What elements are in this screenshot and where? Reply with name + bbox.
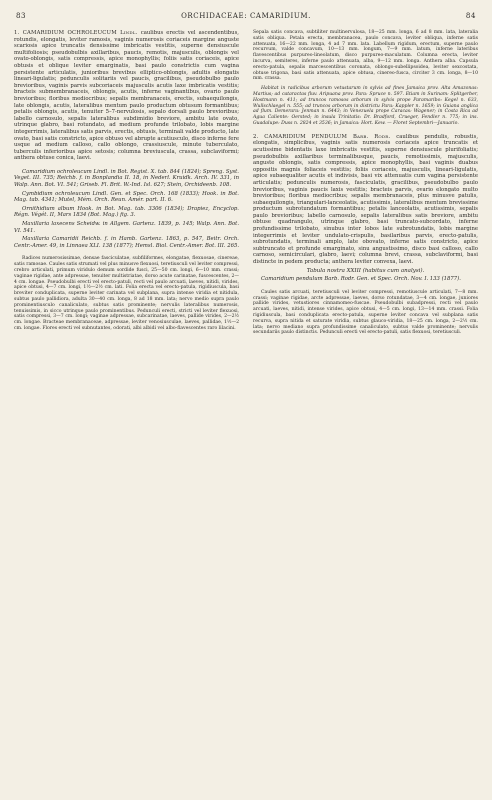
latin-description-continued: Sepala satis concava, subtiliter multinervulosa, 18—25 mm. longa, 6 ad 8 mm. lata, lateralia satis obliqua. Petala erecta, membranacea, paulo concava, leviter obliqua, inferne satis attenuata, 16—22 mm. longa, 4 ad 7 mm. lata. Labellum rigidum, erectum, superne paulo recurvum, valde concavum, 10—13 mm. longum, 7—9 mm. latum, inferne lateribus flavescentibus purpureo-lineolatum, disco purpureo-maculatum. Columna erecta, leviter incurva, semiteres, inferne paulo attenuata, alba, 9—12 mm. longa. Anthera alba. Capsula erecto-patula, sepalis marcescentibus coronata, oblongo-subellipsoidea, leviter sexcostata, obtuse trigona, basi satis attenuata, apice obtusa, cinereo-fusca, circiter 3 cm. longa, 8—10 mm. crassa.	[253, 30, 478, 82]
synonym-1: Camaridium ochroleucum Lindl. in Bot. Regist. X. tab. 844 (1824); Spreng. Syst. Veget. III. 735; Reichb. f. in Bonplandia II. 18, in Nederl. Kruidk. Arch. IV. 331, in Walp. Ann. Bot. VI. 541; Griseb. Fl. Brit. W.-Ind. Isl. 627; Stein, Orchideenb. 108.	[14, 168, 239, 189]
running-header	[16, 12, 476, 24]
habitat-paragraph: Habitat in radicibus arborum vetustarum in sylvis ad fines Jamaica prov. Alta Amazonas: Martius; ad cataractas fluv. Aripuana prov. Para: Spruce n. 597. Etiam in Surinam: Splitgerber, Hostmann n. 411; ad truncos ramosos arborum in sylvis prope Paramaribo: Kegel n. 633, Wullschlaegel n. 555; ad truncos arborum in districtu Para: Kappler n. 1659; in Guiana anglica ad flum. Demerara: Jenman n. 6443; in Venezuela prope Caracas: Wagener; in Costa Rica ad Agua Caliente: Oersted; in insula Trinitatis: Dr. Bradford, Crueger, Fendler n. 775; in ins. Guadalupe: Duss n. 2824 et 3536; in Jamaica: Hort. Kew. — Floret Septembri—Januario.	[253, 86, 478, 126]
species-2-description: caulibus pendulis, robustis, elongatis, simplicibus, vaginis satis numerosis coriaceis apice truncatis et acutissime bidentatis laxe imbricatis vestitis, superne densiuscule plurifoliatis; pseudobulbis axillaribus terminalibusque, paucis, remotissimis, majusculis, anguste oblongis, satis compressis, apice monophyllis, basi vaginis duabus oppositis magnis foliaceis vestitis; foliis coriaceis, majusculis, lineari-ligulatis, apice subaequaliter acutis et indivisis, basi vix attenuatis cum vagina persistente articulatis; pedunculis numerosis, fasciculatis, gracilibus, pseudobulbo paulo brevioribus, vaginis paucis laxis vestitis; bracteis parvis, ovario elongato multo brevioribus; floribus mediocribus; sepalis membranaceis, plus minusve patulis, subaequilongis, triangulari-lanceolatis, acutissimis, lateralibus mentum brevissime productum subrotundatum formantibus; petalis lanceolatis, acutissimis, sepalis paulo brevioribus; labello carnosulo, sepalis lateralibus satis breviore, ambitu obtuse quadrangulo, utrinque glabro, basi truncato-subcordato, inferne profundissime trilobato, sinubus inter lobos late subrotundatis, lobis margine integerrimis et leviter undulato-crispulis, basilaribus parvis, erecto-patulis, subrotundatis, terminali amplo, late obovato, inferne satis constricto, apice subtruncato et profunde emarginato, sinu angustissimo, disco basi calloso, callo carnoso, semicirculari, glabro, laevi; columna brevi, crassa, subclaviformi, basi distincte in pedem producta; anthera leviter convexa, laevi.	[253, 133, 478, 266]
species-1-description: caulibus erectis vel ascendentibus, rotundis, elongatis, leviter ramosis, vaginis numerosis coriaceis margine anguste scariosis apice truncatis densissime imbricatis vestitis, superne densiuscule multifoliosis; pseudobulbis axillaribus, paucis, remotis, majusculis, oblongis vel ovato-oblongis, satis compressis, apice monophyllis; foliis satis coriaceis, apice obtusis et oblique leviter emarginatis, basi paulo constrictis cum vagina persistente articulatis, junioribus brevibus elliptico-oblongis, adultis elongatis lineari-ligulatis; pedunculis solitariis vel paucis, gracilibus, pseudobulbo paulo brevioribus, vaginis parvis subcoriaceis majusculis acutis laxe imbricatis vestitis; bracteis submembranaceis, oblongis, acutis, inferne vaginantibus, ovario paulo brevioribus; floribus mediocribus; sepalis membranaceis, erectis, subaequilongis, late oblongis, acutis, lateralibus mentum paulo productum obtusum formantibus; petalis oblongis, acutis, tenuiter 5–7-nervulosis, sepalo dorsali paulo brevioribus; labello carnosulo, sepalis lateralibus subdimidio breviore, ambitu late ovato, utrinque glabro, basi rotundato, ad medium profunde trilobato, lobis margine integerrimis, lateralibus satis parvis, erectis, obtusis, terminali valde producto, late ovato, basi satis constricto, apice obtuso vel abrupte acutiusculo, disco inferne fere usque ad medium calloso, callo oblongo, crassiuscule, minute tuberculato, tuberculis inferioribus apice setosis; columna breviuscula, crassa, subclaviformi; anthera obtuse conica, laevi.	[14, 30, 239, 162]
synonym-5: Maxillaria Camaridii Reichb. f. in Hamb. Gartenz. 1863, p. 547, Beitr. Orch. Centr.-Amer. 49, in Linnaea XLI. 138 (1877); Hemsl. Biol. Centr.-Amer. Bot. III. 265.	[14, 236, 239, 249]
species-1-entry	[14, 30, 239, 162]
page-number-left: 83	[16, 12, 27, 20]
latin-description-2: Caules satis arcuati, teretiusculi vel leviter compressi, remotiuscule articulati, 7—8 mm. crassi; vaginae rigidae, arcte adpressae, laeves, dorso rotundatae, 3—4 cm. longae, juniores pallide virides, vetustiores cinnamomeo-fuscae. Pseudobulbi subadpressi, recti vel paulo arcuati, laeves, nitidi, intense virides, apice obtusi, 4—5 cm. longi, 13—14 mm. crassi. Folia rigidiuscula, basi conduplicata erecto-patula, superne leviter concava vel subplana satis recurva, supra nitida et saturate viridia, subtus glauco-viridia, 18—25 cm. longa, 2—2½ cm. lata; nervo mediano supra profundissime canaliculato, subtus valde prominente; nervulis secundariis paulo distinctis. Pedunculi erecti vel erecto-patuli, satis flexuosi, teretiusculi.	[253, 289, 478, 336]
latin-description: Radices numerosissimae, densae fasciculatae, subfiliformes, elongatae, flexuosae, cinereae, satis ramosae. Caules satis strumati vel plus minusve flexuosi, teretiusculi vel leviter compressi, crebro articulati, primum viridulo demum sordide fusci, 25—50 cm. longi, 6—10 mm. crassi; vaginae rigidae, ante adpressae, tenuiter multistriatae, dorso acute carinatae, fuscescentes, 2—4 cm. longae. Pseudobulbi erecti vel erecto-patuli, recti vel paulo arcuati, laeves, nitidi, virides, apice obtusi, 4—7 cm. longi, 1½—2½ cm. lati. Folia erecta vel erecto-patula, rigidiuscula, basi breviter conduplicata, superne leviter carinata vel subplana, supra intense viridia et nitidula, subtus paulo pallidiora, adulta 30—40 cm. longa, 8 ad 18 mm. lata; nervo medio supra paulo prominentiusculo canaliculato, subtus satis prominente; nervulis lateralibus numerosis, tenuissimis, in sicco utrinque paulo prominentibus. Pedunculi erecti, stricti vel leviter flexuosi, satis compressi, 3—7 cm. longi; vaginae adpressae, subcarinatae, laeves, pallide virides, 2—2½ cm. longae. Bracteae membranaceae, adpressae, leviter venosiusculae, laeves, pallidae, 1½—2 cm. longae. Flores erecti vel subnutantes, odorati, albi albidi vel albo-flavescentes raro lilacini.	[14, 256, 239, 331]
synonym-right: Camaridium pendulum Barb. Rodr. Gen. et Spec. Orch. Nov. I. 133 (1877).	[261, 276, 461, 283]
synonym-2: Cymbidium ochroleucum Lindl. Gen. et Spec. Orch. 168 (1833); Hook. in Bot. Mag. tab. 4341; Mutel, Mém. Orch. Reun. Amér. part. II. 6.	[14, 190, 239, 204]
synonym-3: Ornithidium album Hook. in Bot. Mag. tab. 3306 (1834); Drapiez, Encyclop. Régn. Végét. II, Mars 1834 (Bot. Mag.) fig. 3.	[14, 205, 239, 219]
running-title: ORCHIDACEAE: CAMARIDIUM.	[181, 12, 311, 20]
species-2-entry	[253, 134, 478, 266]
left-column	[14, 30, 239, 338]
two-column-body	[14, 30, 478, 338]
species-1-title: 1. CAMARIDIUM OCHROLEUCUM Lindl.	[14, 30, 141, 36]
tabula-note: Tabula nostra XXIII (habitus cum analysi).	[306, 267, 425, 274]
page-number-right: 84	[465, 12, 476, 20]
right-column	[253, 30, 478, 338]
species-2-title: 2. CAMARIDIUM PENDULUM Barb. Rodr.	[253, 133, 397, 140]
synonym-4: Maxillaria laxecens Scheidw. in Allgem. Gartenz. 1839, p. 145; Walp. Ann. Bot. VI. 541.	[14, 221, 239, 234]
